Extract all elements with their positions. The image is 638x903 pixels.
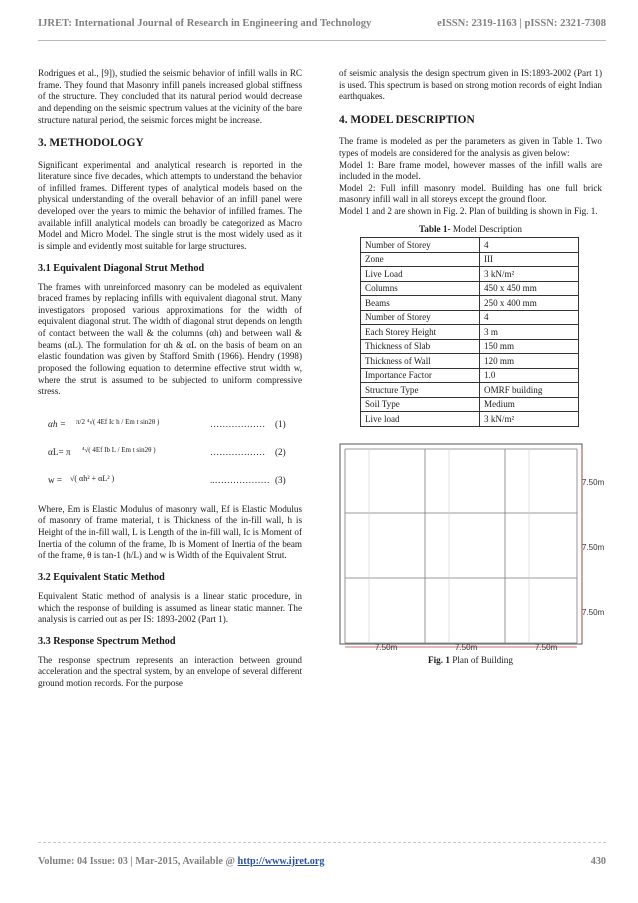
- dim-label-y-3: 7.50m: [582, 607, 605, 617]
- methodology-heading: 3. METHODOLOGY: [38, 137, 144, 150]
- table-cell-value: 250 x 400 mm: [480, 296, 579, 311]
- table-row: [361, 412, 579, 427]
- equation-2: [38, 440, 302, 468]
- table-cell-parameter: Live load: [361, 412, 480, 427]
- dim-label-x-1: 7.50m: [375, 642, 398, 652]
- figure-caption: [339, 655, 602, 667]
- section-3-1-heading: 3.1 Equivalent Diagonal Strut Method: [38, 262, 205, 274]
- page-header: [38, 14, 606, 32]
- model-paragraph-3: Model 2: Full infill masonry model. Building has one full brick masonry infill wall in all storeys except the ground floor.: [339, 182, 602, 205]
- journal-title: IJRET: International Journal of Research in Engineering and Technology: [38, 17, 372, 29]
- table-cell-value: III: [480, 252, 579, 267]
- table-row: [361, 354, 579, 369]
- table-cell-value: 120 mm: [480, 354, 579, 369]
- model-paragraph-4: Model 1 and 2 are shown in Fig. 2. Plan of building is shown in Fig. 1.: [339, 206, 598, 217]
- section-3-2-paragraph: Equivalent Static method of analysis is a linear static procedure, in which the response of building is assumed as linear static manner. The analysis is carried out as per IS: 1893-2002 (Part 1).: [38, 590, 302, 625]
- equation-3: [38, 468, 302, 496]
- table-cell-parameter: Number of Storey: [361, 238, 480, 253]
- table-row: [361, 325, 579, 340]
- footer-volume: [38, 856, 325, 867]
- table-cell-parameter: Each Storey Height: [361, 325, 480, 340]
- plan-outline: [340, 444, 582, 644]
- table-caption-text: Model Description: [450, 223, 523, 234]
- section-3-1-paragraph: The frames with unreinforced masonry can be modeled as equivalent braced frames by replacing infills with equivalent diagonal strut. Many investigators proposed various approximations for the width of equivalent diagonal strut. The width of diagonal strut depends on length of contact between the wall & the columns (αh) and between wall & beams (αL). The formulation for αh & αL on the basis of beam on an elastic foundation was given by Stafford Smith (1966). Hendry (1998) proposed the following equation to determine effective strut width w, where the strut is assumed to be subjected to uniform compressive stress.: [38, 281, 302, 397]
- eq2-formula: ⁴√( 4Ef Ib L / Em t sin2θ ): [82, 445, 156, 454]
- table-row: [361, 339, 579, 354]
- table-cell-value: 450 x 450 mm: [480, 281, 579, 296]
- table-cell-parameter: Soil Type: [361, 397, 480, 412]
- table-cell-parameter: Zone: [361, 252, 480, 267]
- building-plan-figure: [339, 443, 605, 652]
- table-row: [361, 267, 579, 282]
- building-plan-drawing: [339, 443, 605, 652]
- dim-label-y-1: 7.50m: [582, 477, 605, 487]
- table-cell-value: Medium: [480, 397, 579, 412]
- table-cell-parameter: Number of Storey: [361, 310, 480, 325]
- continuation-paragraph: of seismic analysis the design spectrum given in IS:1893-2002 (Part 1) is used. This spectrum is based on strong motion records of eight Indian earthquakes.: [339, 68, 602, 102]
- section-3-2-heading: 3.2 Equivalent Static Method: [38, 571, 165, 583]
- table-row: [361, 397, 579, 412]
- table-cell-parameter: Thickness of Wall: [361, 354, 480, 369]
- table-cell-value: 3 kN/m²: [480, 412, 579, 427]
- model-description-table: [360, 237, 579, 427]
- equation-1: [38, 412, 302, 440]
- eq1-dots: ………………: [210, 418, 266, 429]
- model-description-heading: 4. MODEL DESCRIPTION: [339, 113, 475, 126]
- eq1-lhs: αh =: [48, 418, 66, 429]
- table-cell-parameter: Columns: [361, 281, 480, 296]
- eq3-number: (3): [275, 474, 286, 485]
- equations: [38, 412, 302, 496]
- where-paragraph: Where, Em is Elastic Modulus of masonry wall, Ef is Elastic Modulus of masonry of frame material, t is Thickness of the in-fill wall, h is Height of the in-fill wall, L is Length of the in-fill wall, Ic is Moment of Inertia of the column of the frame, Ib is Moment of Inertia of the beam of the frame, θ is tan-1 (h/L) and w is Width of the Equivalent Strut.: [38, 503, 302, 561]
- section-3-3-paragraph: The response spectrum represents an interaction between ground acceleration and the spectral system, by an envelope of several different ground motion records. For the purpose: [38, 654, 302, 688]
- dim-label-y-2: 7.50m: [582, 542, 605, 552]
- footer-rule: [38, 842, 606, 843]
- table-caption: [339, 224, 602, 236]
- dim-label-x-2: 7.50m: [455, 642, 478, 652]
- page-footer: [38, 853, 606, 869]
- issn: eISSN: 2319-1163 | pISSN: 2321-7308: [437, 17, 606, 29]
- left-column: [38, 68, 302, 696]
- table-row: [361, 252, 579, 267]
- table-cell-value: 4: [480, 238, 579, 253]
- table-row: [361, 310, 579, 325]
- table-cell-value: 4: [480, 310, 579, 325]
- figure-caption-label: Fig. 1: [428, 654, 450, 665]
- table-cell-value: 3 m: [480, 325, 579, 340]
- table-row: [361, 383, 579, 398]
- model-paragraph-1: The frame is modeled as per the parameters as given in Table 1. Two types of models are considered for the analysis as given below:: [339, 136, 602, 158]
- table-cell-parameter: Live Load: [361, 267, 480, 282]
- section-3-3-heading: 3.3 Response Spectrum Method: [38, 635, 176, 647]
- footer-volume-text: Volume: 04 Issue: 03 | Mar-2015, Available @: [38, 855, 238, 867]
- eq3-formula: √( αh² + αL² ): [70, 473, 115, 483]
- eq2-dots: ………………: [210, 446, 266, 457]
- page-number: 430: [590, 855, 606, 867]
- table-row: [361, 368, 579, 383]
- intro-paragraph: Rodrigues et al., [9]), studied the seismic behavior of infill walls in RC frame. They found that Masonry infill panels increased global stiffness of the structure. They concluded that its natural period would decrease and depending on the seismic spectrum values at the vicinity of the bare structure natural period, the seismic forces might be increase.: [38, 68, 302, 125]
- table-row: [361, 238, 579, 253]
- eq2-number: (2): [275, 446, 286, 457]
- table-cell-value: OMRF building: [480, 383, 579, 398]
- table-cell-parameter: Thickness of Slab: [361, 339, 480, 354]
- footer-link[interactable]: http://www.ijret.org: [237, 855, 325, 867]
- header-rule: [38, 40, 606, 41]
- table-cell-value: 1.0: [480, 368, 579, 383]
- table-caption-label: Table 1-: [418, 223, 451, 234]
- table-cell-value: 150 mm: [480, 339, 579, 354]
- table-cell-value: 3 kN/m²: [480, 267, 579, 282]
- eq3-dots: ..………………: [210, 474, 270, 485]
- table-cell-parameter: Beams: [361, 296, 480, 311]
- table-cell-parameter: Importance Factor: [361, 368, 480, 383]
- right-column: [339, 68, 605, 667]
- table-row: [361, 296, 579, 311]
- table-row: [361, 281, 579, 296]
- eq1-formula: π/2 ⁴√( 4Ef Ic h / Em t sin2θ ): [76, 417, 160, 426]
- dim-label-x-3: 7.50m: [535, 642, 558, 652]
- eq3-lhs: w =: [48, 474, 63, 485]
- eq1-number: (1): [275, 418, 286, 429]
- table-cell-parameter: Structure Type: [361, 383, 480, 398]
- model-paragraph-2: Model 1: Bare frame model, however masses of the infill walls are included in the model.: [339, 159, 602, 182]
- methodology-paragraph: Significant experimental and analytical research is reported in the literature since five decades, which attempts to understand the behavior of infilled frames. Different types of analytical models based on the physical understanding of the overall behavior of an infill panel were developed over the years to mimic the behavior of infilled frames. The available infill analytical models can broadly be categorized as Macro Model and Micro Model. The single strut is the most widely used as it is simple and evidently most suitable for large structures.: [38, 159, 302, 251]
- figure-caption-text: Plan of Building: [449, 654, 513, 665]
- eq2-lhs: αL= π: [48, 446, 71, 457]
